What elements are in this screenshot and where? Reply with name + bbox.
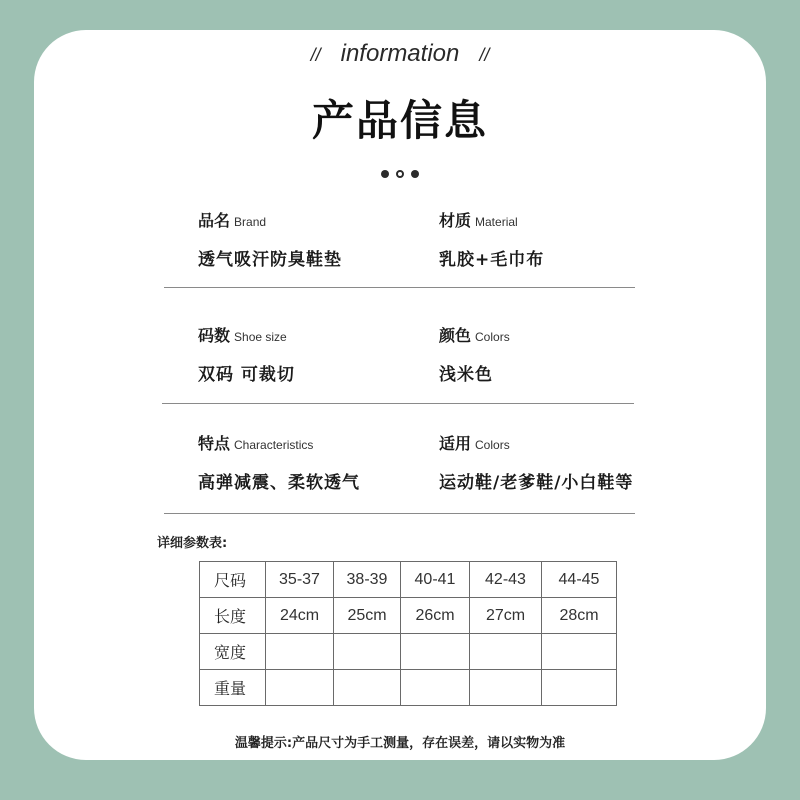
field-label [198, 431, 360, 454]
field-brand [198, 208, 342, 270]
table-row [200, 598, 617, 634]
size-table-title: 详细参数表: [157, 536, 228, 551]
slash-decoration-right: // [479, 45, 490, 65]
table-row [200, 562, 617, 598]
field-label [198, 208, 342, 231]
field-value: 双码 可裁切 [198, 365, 295, 385]
divider [162, 403, 634, 404]
divider [164, 513, 635, 514]
table-cell: 40-41 [401, 562, 470, 598]
table-cell [334, 634, 401, 670]
footnote: 温馨提示:产品尺寸为手工测量，存在误差，请以实物为准 [234, 736, 566, 751]
table-cell [542, 670, 617, 706]
table-cell [266, 670, 334, 706]
field-label [439, 208, 544, 231]
field-label-en: Colors [475, 438, 510, 452]
table-cell: 35-37 [266, 562, 334, 598]
table-cell: 38-39 [334, 562, 401, 598]
table-cell [401, 634, 470, 670]
table-cell [401, 670, 470, 706]
field-label-en: Shoe size [234, 330, 287, 344]
field-label-en: Material [475, 215, 518, 229]
field-value: 高弹减震、柔软透气 [198, 473, 360, 493]
table-row [200, 634, 617, 670]
field-label-cn: 码数 [198, 326, 231, 345]
dot-icon [381, 170, 389, 178]
dot-icon [411, 170, 419, 178]
table-cell [470, 670, 542, 706]
table-cell: 42-43 [470, 562, 542, 598]
table-cell [542, 634, 617, 670]
field-label-cn: 颜色 [439, 326, 472, 345]
eyebrow-heading [0, 40, 800, 68]
field-label-cn: 品名 [198, 211, 231, 230]
row-header: 尺码 [200, 562, 266, 598]
table-cell: 26cm [401, 598, 470, 634]
size-table [199, 561, 617, 706]
field-label-cn: 适用 [439, 434, 472, 453]
field-value: 乳胶+毛巾布 [439, 250, 545, 270]
field-applicable [439, 431, 633, 493]
table-row [200, 670, 617, 706]
dot-divider [0, 170, 800, 178]
field-characteristics [198, 431, 360, 493]
field-label-en: Characteristics [234, 438, 314, 452]
eyebrow-text: information [340, 40, 460, 67]
row-header: 长度 [200, 598, 266, 634]
table-cell: 28cm [542, 598, 617, 634]
table-cell [470, 634, 542, 670]
field-label-cn: 特点 [198, 434, 231, 453]
field-label-cn: 材质 [439, 211, 472, 230]
field-color [439, 323, 510, 385]
table-cell [266, 634, 334, 670]
field-label [439, 323, 510, 346]
row-header: 宽度 [200, 634, 266, 670]
field-label [439, 431, 633, 454]
field-value: 运动鞋/老爹鞋/小白鞋等 [439, 473, 634, 493]
slash-decoration-left: // [310, 45, 321, 65]
field-label-en: Brand [234, 215, 267, 229]
table-cell [334, 670, 401, 706]
page-title: 产品信息 [311, 96, 488, 145]
field-label-en: Colors [475, 330, 510, 344]
row-header: 重量 [200, 670, 266, 706]
field-label [198, 323, 295, 346]
table-cell: 25cm [334, 598, 401, 634]
field-material [439, 208, 544, 270]
field-value: 透气吸汗防臭鞋垫 [198, 250, 342, 270]
table-cell: 44-45 [542, 562, 617, 598]
field-shoe-size [198, 323, 295, 385]
divider [164, 287, 635, 288]
table-cell: 24cm [266, 598, 334, 634]
table-cell: 27cm [470, 598, 542, 634]
field-value: 浅米色 [439, 365, 493, 385]
dot-hollow-icon [396, 170, 404, 178]
